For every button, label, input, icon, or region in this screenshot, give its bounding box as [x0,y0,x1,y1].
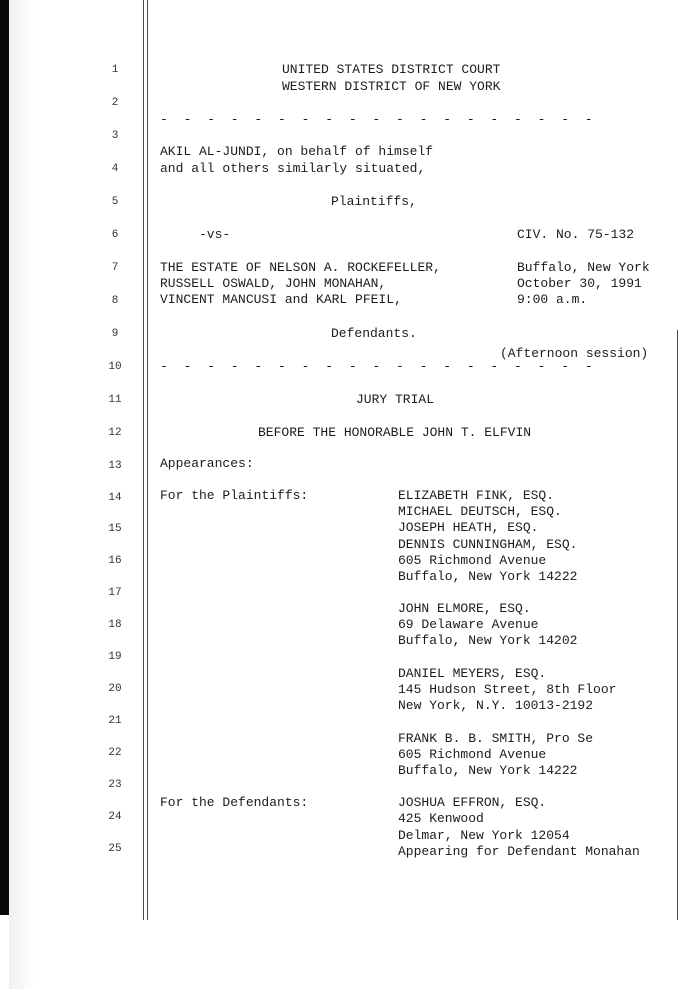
trial-type: JURY TRIAL [356,392,435,407]
margin-rule-right [677,330,678,920]
margin-rule-left-1 [143,0,144,920]
line-number: 15 [108,523,122,535]
plaintiffs-counsel-label: For the Plaintiffs: [160,488,309,503]
line-number: 17 [108,587,122,599]
defendant-line: VINCENT MANCUSI and KARL PFEIL, [160,292,402,307]
counsel-line: 605 Richmond Avenue [398,747,547,762]
line-number: 7 [111,262,119,274]
line-number: 18 [108,619,122,631]
line-number: 8 [111,295,119,307]
line-number: 3 [111,130,119,142]
defendants-label: Defendants. [331,326,417,341]
plaintiff-name: AKIL AL-JUNDI, on behalf of himself [160,144,434,159]
counsel-line: JOSHUA EFFRON, ESQ. [398,795,547,810]
line-number: 5 [111,196,119,208]
line-number: 9 [111,328,119,340]
counsel-line: 145 Hudson Street, 8th Floor [398,682,617,697]
line-number: 19 [108,651,122,663]
line-number: 10 [108,361,122,373]
counsel-line: DENNIS CUNNINGHAM, ESQ. [398,537,578,552]
defendant-line: RUSSELL OSWALD, JOHN MONAHAN, [160,276,387,291]
margin-rule-left-2 [147,0,148,920]
scan-edge-shadow [0,0,9,915]
separator-bottom: - - - - - - - - - - - - - - - - - - - [160,359,597,374]
hearing-time: 9:00 a.m. [517,292,588,307]
line-number: 4 [111,163,119,175]
line-number: 12 [108,427,122,439]
counsel-line: FRANK B. B. SMITH, Pro Se [398,731,594,746]
counsel-line: Delmar, New York 12054 [398,828,570,843]
hearing-date: October 30, 1991 [517,276,642,291]
line-number: 16 [108,555,122,567]
line-number: 11 [108,394,122,406]
session-note: (Afternoon session) [500,346,649,361]
line-number: 1 [111,64,119,76]
defendant-line: THE ESTATE OF NELSON A. ROCKEFELLER, [160,260,441,275]
counsel-line: JOHN ELMORE, ESQ. [398,601,531,616]
counsel-line: JOSEPH HEATH, ESQ. [398,520,539,535]
counsel-line: ELIZABETH FINK, ESQ. [398,488,555,503]
counsel-line: Buffalo, New York 14202 [398,633,578,648]
versus: -vs- [199,227,231,242]
line-number: 21 [108,715,122,727]
line-number: 22 [108,747,122,759]
counsel-line: MICHAEL DEUTSCH, ESQ. [398,504,562,519]
presiding-judge: BEFORE THE HONORABLE JOHN T. ELFVIN [258,425,532,440]
line-number: 25 [108,843,122,855]
appearances-heading: Appearances: [160,456,254,471]
line-number: 23 [108,779,122,791]
counsel-line: Appearing for Defendant Monahan [398,844,640,859]
counsel-line: 605 Richmond Avenue [398,553,547,568]
separator-top: - - - - - - - - - - - - - - - - - - - [160,112,597,127]
plaintiff-class: and all others similarly situated, [160,161,426,176]
scan-edge-noise [9,0,35,989]
counsel-line: 69 Delaware Avenue [398,617,539,632]
counsel-line: 425 Kenwood [398,811,484,826]
line-number: 6 [111,229,119,241]
case-number: CIV. No. 75-132 [517,227,635,242]
plaintiffs-label: Plaintiffs, [331,194,417,209]
line-number: 2 [111,97,119,109]
counsel-line: Buffalo, New York 14222 [398,763,578,778]
counsel-line: DANIEL MEYERS, ESQ. [398,666,547,681]
court-name: UNITED STATES DISTRICT COURT [282,62,501,77]
line-number: 14 [108,492,122,504]
counsel-line: Buffalo, New York 14222 [398,569,578,584]
line-number: 20 [108,683,122,695]
line-number: 13 [108,460,122,472]
defendants-counsel-label: For the Defendants: [160,795,309,810]
court-district: WESTERN DISTRICT OF NEW YORK [282,79,501,94]
line-number: 24 [108,811,122,823]
hearing-place: Buffalo, New York [517,260,650,275]
counsel-line: New York, N.Y. 10013-2192 [398,698,594,713]
